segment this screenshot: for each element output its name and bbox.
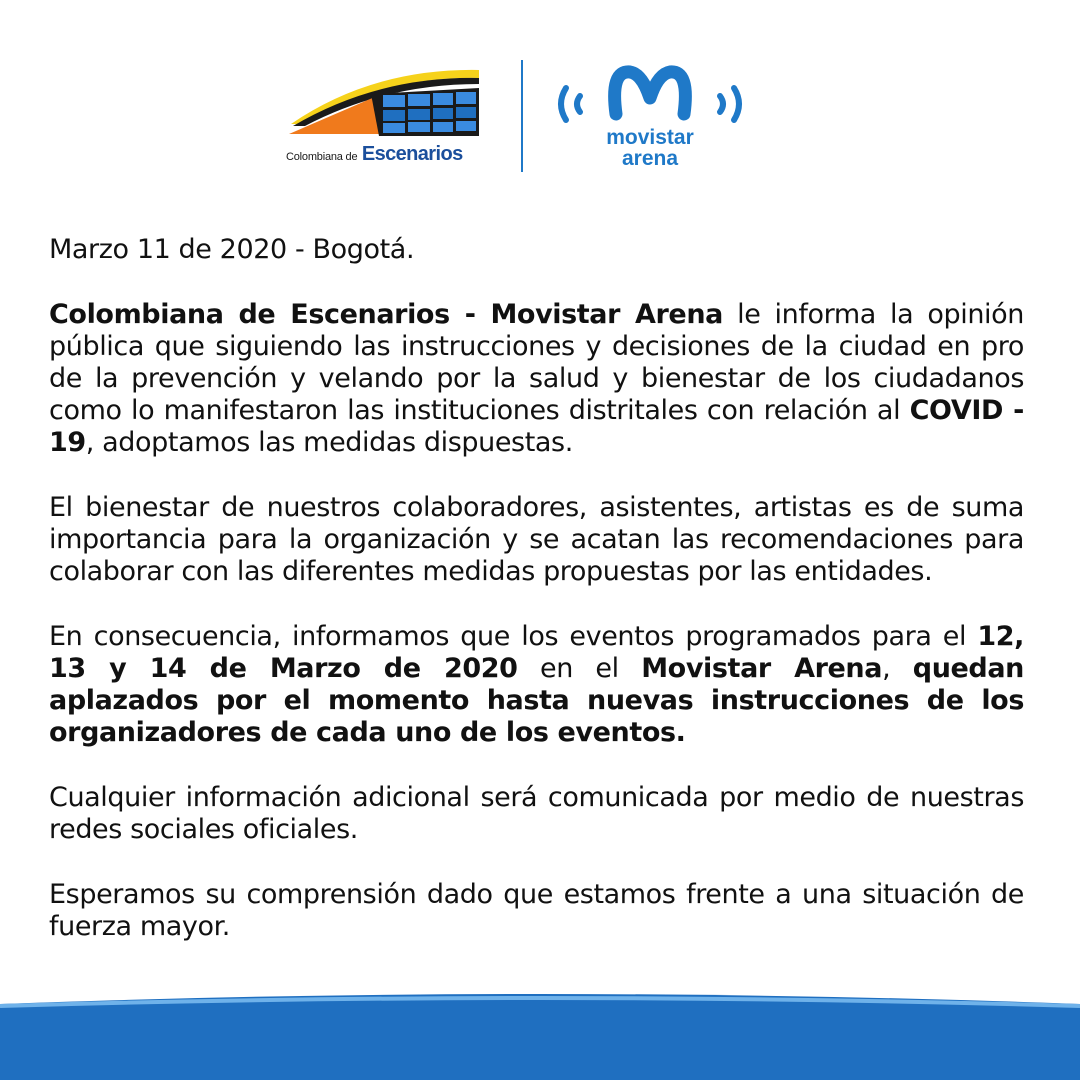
date-line: Marzo 11 de 2020 - Bogotá. — [49, 234, 415, 265]
intro-bold-entity: Colombiana de Escenarios - Movistar Arena — [49, 299, 723, 330]
paragraph-closing: Esperamos su comprensión dado que estamos frente a una situación de fuerza mayor. — [49, 879, 1024, 942]
arena-word: arena — [621, 147, 679, 170]
header — [0, 0, 1080, 200]
intro-text-a: le informa la opinión pública que siguiendo las instrucciones y decisiones de la ciudad en pro de la prevención y velando por la salud y bienestar de los ciudadanos como lo manifestaron las instituciones distritales con relación al — [49, 299, 1024, 426]
movistar-m-icon — [552, 62, 752, 126]
postpone-text-b: en el — [517, 653, 642, 684]
paragraph-intro — [49, 299, 1024, 459]
movistar-arena-logo — [552, 62, 752, 174]
movistar-word: movistar — [606, 126, 694, 149]
paragraph-social: Cualquier información adicional será comunicada por medio de nuestras redes sociales oficiales. — [49, 782, 1024, 845]
colombiana-caption-small: Colombiana de — [286, 151, 358, 163]
postpone-bold-notice: quedan aplazados por el momento hasta nuevas instrucciones de los organizadores de cada uno de los eventos. — [49, 653, 1024, 748]
colombiana-caption-big: Escenarios — [361, 143, 463, 165]
footer-wave-shape — [0, 990, 1080, 1080]
colombiana-caption — [286, 143, 463, 166]
postpone-text-c: , — [882, 653, 913, 684]
footer-wave — [0, 990, 1080, 1080]
postpone-bold-venue: Movistar Arena — [641, 653, 883, 684]
colombiana-de-escenarios-logo — [283, 62, 483, 172]
intro-bold-covid: COVID - 19 — [49, 395, 1024, 458]
paragraph-postponement — [49, 621, 1024, 749]
postpone-bold-dates: 12, 13 y 14 de Marzo de 2020 — [49, 621, 1024, 684]
movistar-arena-wordmark — [552, 127, 748, 169]
statement-body — [49, 234, 1024, 943]
intro-text-b: , adoptamos las medidas dispuestas. — [85, 427, 573, 458]
paragraph-wellbeing: El bienestar de nuestros colaboradores, asistentes, artistas es de suma importancia para la organización y se acatan las recomendaciones para colaborar con las diferentes medidas propuestas por las entidades. — [49, 492, 1024, 587]
stadium-icon — [283, 62, 483, 142]
logo-divider — [521, 60, 523, 172]
postpone-text-a: En consecuencia, informamos que los eventos programados para el — [49, 621, 978, 652]
